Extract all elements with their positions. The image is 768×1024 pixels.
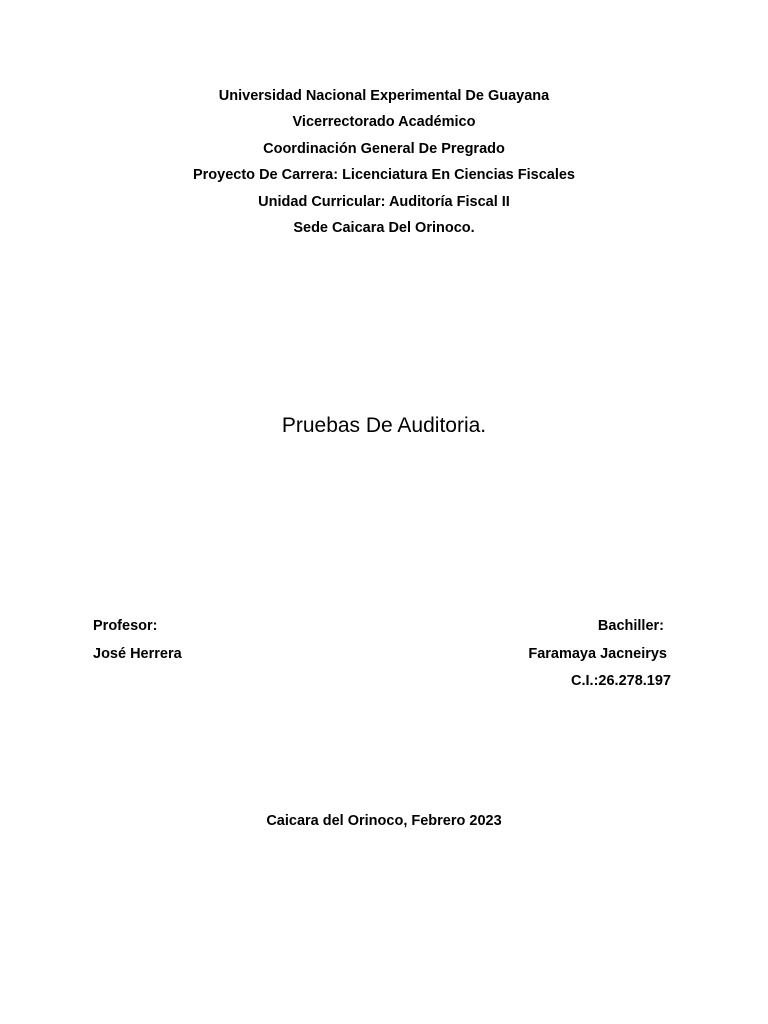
vice-rectorate: Vicerrectorado Académico — [292, 114, 476, 131]
institution-header — [0, 86, 768, 244]
student-id: C.I.:26.278.197 — [571, 673, 671, 689]
student-name: Faramaya Jacneirys — [528, 645, 667, 662]
career-project: Proyecto De Carrera: Licenciatura En Ciencias Fiscales — [192, 167, 575, 184]
document-title: Pruebas De Auditoria. — [281, 414, 487, 437]
university-name: Universidad Nacional Experimental De Guayana — [218, 88, 550, 104]
campus: Sede Caicara Del Orinoco. — [293, 219, 475, 236]
professor-label: Profesor: — [93, 618, 158, 634]
professor-block — [93, 616, 182, 671]
student-block — [528, 616, 671, 699]
curricular-unit: Unidad Curricular: Auditoría Fiscal II — [258, 193, 510, 210]
place-date: Caicara del Orinoco, Febrero 2023 — [266, 813, 502, 829]
coordination: Coordinación General De Pregrado — [263, 140, 505, 157]
student-label: Bachiller: — [597, 618, 664, 634]
professor-name: José Herrera — [93, 645, 182, 662]
